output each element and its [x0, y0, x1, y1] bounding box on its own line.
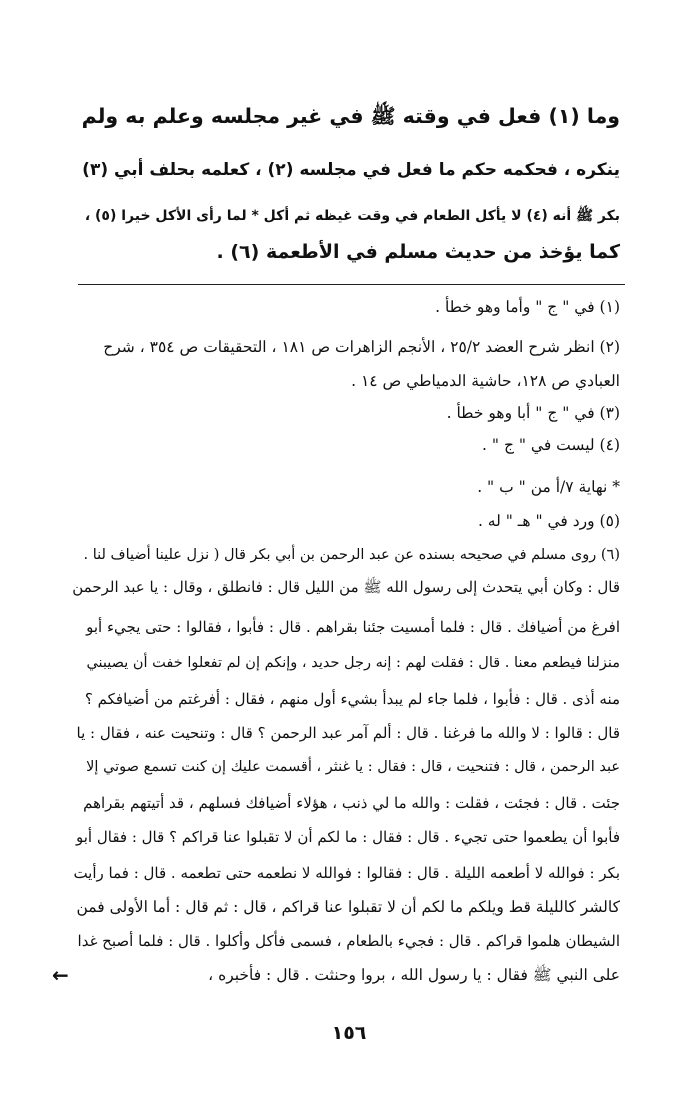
footnote-5: (٥) ورد في " هـ " له . — [477, 512, 620, 530]
main-text-line-3: بكر ﷺ أنه (٤) لا يأكل الطعام في وقت غيظه ثم أكل * لما رأى الأكل خيرا (٥) ، — [84, 208, 620, 224]
main-text-line-4: كما يؤخذ من حديث مسلم في الأطعمة (٦) . — [216, 241, 620, 263]
continue-arrow-icon: ← — [52, 963, 69, 987]
footnote-6-line-10: بكر : فوالله لا أطعمه الليلة . قال : فقالوا : فوالله لا نطعمه حتى تطعمه . قال : فما رأيت — [73, 864, 620, 882]
footnote-6-line-11: كالشر كالليلة قط ويلكم ما لكم أن لا تقبلوا عنا قراكم ، قال : ثم قال : أما الأولى فمن — [76, 898, 620, 916]
footnote-6-line-13: على النبي ﷺ فقال : يا رسول الله ، بروا وحنثت . قال : فأخبره ، — [208, 966, 620, 984]
footnote-6-line-8: جئت . قال : فجئت ، فقلت : والله ما لي ذنب ، هؤلاء أضيافك فسلهم ، قد أتيتهم بقراهم — [83, 794, 620, 812]
footnote-2: (٢) انظر شرح العضد ٢٥/٢ ، الأنجم الزاهرات ص ١٨١ ، التحقيقات ص ٣٥٤ ، شرح — [103, 338, 620, 356]
footnote-6-line-3: افرغ من أضيافك . قال : فلما أمسيت جئنا بقراهم . قال : فأبوا ، فقالوا : حتى يجيء أبو — [86, 618, 620, 636]
footnote-6-line-12: الشيطان هلموا قراكم . قال : فجيء بالطعام ، فسمى فأكل وأكلوا . قال : فلما أصبح غدا — [77, 932, 620, 950]
footnote-6: (٦) روى مسلم في صحيحه بسنده عن عبد الرحمن بن أبي بكر قال ( نزل علينا أضياف لنا . — [83, 547, 620, 563]
footnote-6-line-7: عبد الرحمن ، قال : فتنحيت ، قال : فقال : يا غنثر ، أقسمت عليك إن كنت تسمع صوتي إلا — [86, 759, 620, 775]
page-number: ١٥٦ — [331, 1022, 367, 1044]
footnote-6-line-9: فأبوا أن يطعموا حتى تجيء . قال : فقال : ما لكم أن لا تقبلوا عنا قراكم ؟ قال : فقال أبو — [75, 828, 620, 846]
main-text-line-1: وما (١) فعل في وقته ﷺ في غير مجلسه وعلم به ولم — [81, 104, 620, 128]
footnote-separator — [78, 284, 625, 285]
footnote-4: (٤) ليست في " ج " . — [482, 436, 620, 454]
footnote-2-cont: العبادي ص ١٢٨، حاشية الدمياطي ص ١٤ . — [351, 372, 620, 390]
footnote-6-line-4: منزلنا فيطعم معنا . قال : فقلت لهم : إنه رجل حديد ، وإنكم إن لم تفعلوا خفت أن يصيبني — [86, 655, 620, 671]
footnote-1: (١) في " ج " وأما وهو خطأ . — [435, 298, 620, 316]
footnote-6-line-2: قال : وكان أبي يتحدث إلى رسول الله ﷺ من الليل قال : فانطلق ، وقال : يا عبد الرحمن — [72, 578, 620, 596]
folio-note: * نهاية ٧/أ من " ب " . — [477, 478, 620, 496]
footnote-6-line-5: منه أذى . قال : فأبوا ، فلما جاء لم يبدأ بشيء أول منهم ، فقال : أفرغتم من أضيافكم ؟ — [84, 690, 620, 708]
footnote-6-line-6: قال : قالوا : لا والله ما فرغنا . قال : ألم آمر عبد الرحمن ؟ قال : وتنحيت عنه ، فقال : يا — [76, 724, 620, 742]
footnote-3: (٣) في " ج " أبا وهو خطأ . — [446, 404, 620, 422]
main-text-line-2: ينكره ، فحكمه حكم ما فعل في مجلسه (٢) ، كعلمه بحلف أبي (٣) — [82, 160, 620, 180]
